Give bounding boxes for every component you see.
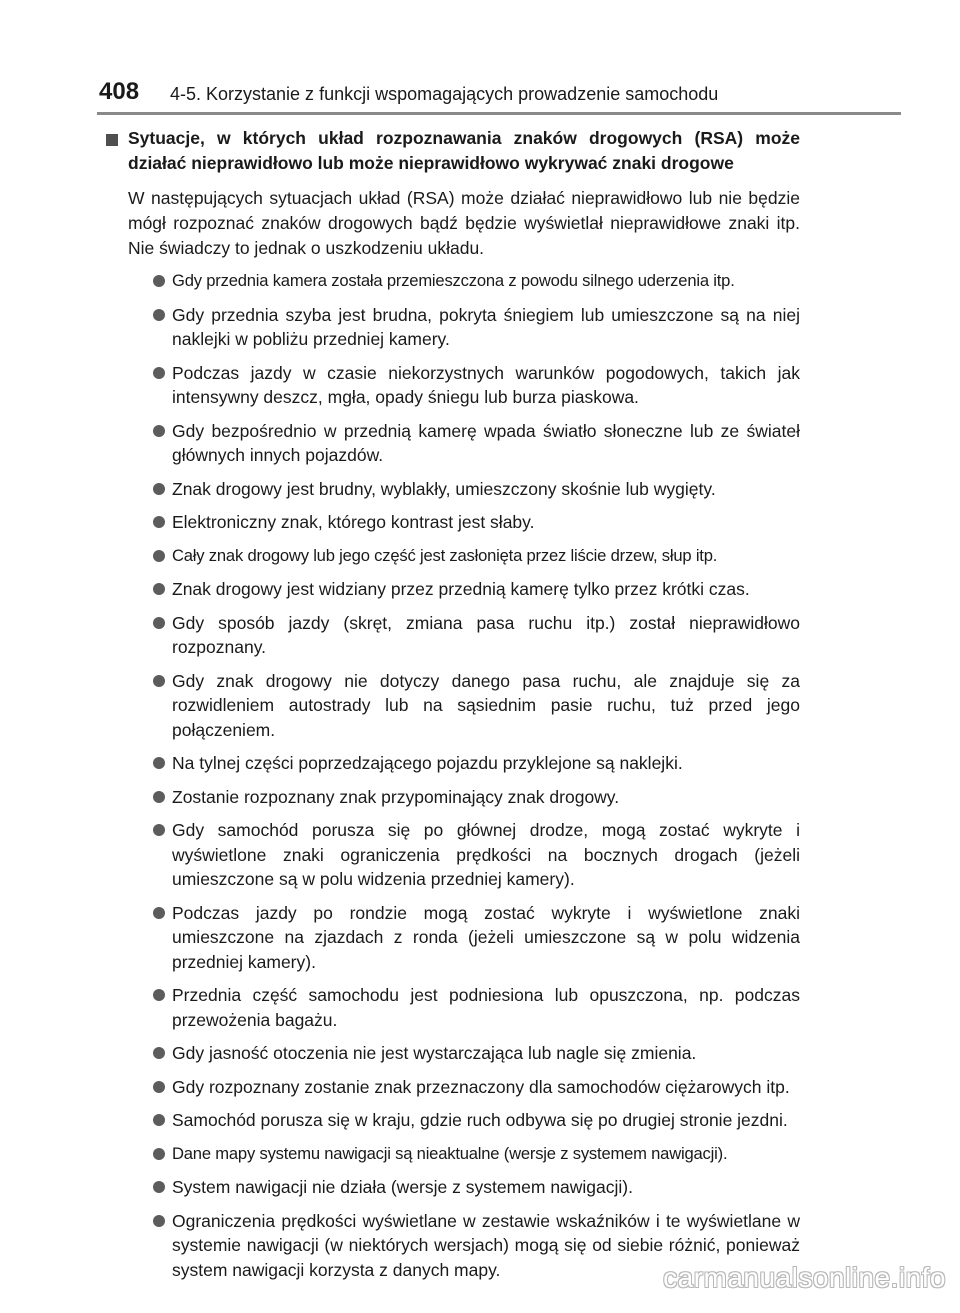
section-heading-text: Sytuacje, w których układ rozpoznawania znaków drogowych (RSA) może działać nieprawidłowo lub może nieprawidłowo wykrywać znaki drogowe <box>128 128 800 173</box>
list-item-text: Gdy znak drogowy nie dotyczy danego pasa ruchu, ale znajduje się za rozwidleniem autostrady lub na sąsiednim pasie ruchu, tuż przed jego połączeniem. <box>172 670 800 740</box>
list-item <box>128 1041 800 1066</box>
section-heading <box>128 126 800 176</box>
square-bullet-icon <box>106 134 118 146</box>
bullet-dot-icon <box>153 824 165 836</box>
list-item <box>128 669 800 743</box>
list-item <box>128 901 800 975</box>
list-item <box>128 303 800 352</box>
bullet-dot-icon <box>153 907 165 919</box>
list-item <box>128 419 800 468</box>
section-intro: W następujących sytuacjach układ (RSA) może działać nieprawidłowo lub nie będzie mógł rozpoznać znaków drogowych bądź będzie wyświetlał nieprawidłowe znaki itp. Nie świadczy to jednak o uszkodzeniu układu. <box>128 188 800 258</box>
bullet-dot-icon <box>153 675 165 687</box>
list-item <box>128 544 800 569</box>
bullet-dot-icon <box>153 617 165 629</box>
list-item-text: Gdy przednia kamera została przemieszczona z powodu silnego uderzenia itp. <box>172 271 735 290</box>
list-item <box>128 751 800 776</box>
list-item <box>128 785 800 810</box>
list-item <box>128 477 800 502</box>
list-item <box>128 577 800 602</box>
page-content <box>128 126 800 1291</box>
list-item <box>128 983 800 1032</box>
bullet-dot-icon <box>153 516 165 528</box>
list-item-text: Podczas jazdy w czasie niekorzystnych warunków pogodowych, takich jak intensywny deszcz, mgła, opady śniegu lub burza piaskowa. <box>172 362 800 407</box>
list-item-text: Dane mapy systemu nawigacji są nieaktualne (wersje z systemem nawigacji). <box>172 1143 728 1163</box>
list-item-text: Gdy sposób jazdy (skręt, zmiana pasa ruchu itp.) został nieprawidłowo rozpoznany. <box>172 612 800 657</box>
list-item-text: Zostanie rozpoznany znak przypominający znak drogowy. <box>172 786 620 807</box>
bullet-dot-icon <box>153 1181 165 1193</box>
bullet-dot-icon <box>153 309 165 321</box>
list-item-text: Ograniczenia prędkości wyświetlane w zestawie wskaźników i te wyświetlane w systemie nawigacji (w niektórych wersjach) mogą się od siebie różnić, ponieważ system nawigacji korzysta z danych mapy. <box>172 1210 800 1280</box>
list-item-text: Gdy samochód porusza się po głównej drodze, mogą zostać wykryte i wyświetlone znaki ograniczenia prędkości na bocznych drogach (jeżeli umieszczone są w polu widzenia przedniej kamery). <box>172 820 800 889</box>
bullet-dot-icon <box>153 1047 165 1059</box>
list-item-text: Samochód porusza się w kraju, gdzie ruch odbywa się po drugiej stronie jezdni. <box>172 1110 788 1130</box>
bullet-dot-icon <box>153 367 165 379</box>
bullet-dot-icon <box>153 1114 165 1126</box>
condition-list <box>128 269 800 1282</box>
list-item-text: Znak drogowy jest widziany przez przednią kamerę tylko przez krótki czas. <box>172 579 750 599</box>
list-item <box>128 361 800 410</box>
bullet-dot-icon <box>153 425 165 437</box>
list-item-text: Gdy bezpośrednio w przednią kamerę wpada światło słoneczne lub ze świateł głównych innych pojazdów. <box>172 420 800 465</box>
list-item-text: Na tylnej części poprzedzającego pojazdu przyklejone są naklejki. <box>172 753 683 773</box>
list-item <box>128 818 800 892</box>
list-item <box>128 1175 800 1200</box>
page-header <box>0 0 960 114</box>
list-item-text: Gdy rozpoznany zostanie znak przeznaczony dla samochodów ciężarowych itp. <box>172 1076 790 1097</box>
chapter-title: 4-5. Korzystanie z funkcji wspomagających prowadzenie samochodu <box>170 84 719 104</box>
site-watermark: carmanualsonline.info <box>663 1262 946 1293</box>
list-item <box>128 1075 800 1100</box>
bullet-dot-icon <box>153 275 165 287</box>
bullet-dot-icon <box>153 483 165 495</box>
bullet-dot-icon <box>153 1215 165 1227</box>
bullet-dot-icon <box>153 550 165 562</box>
bullet-dot-icon <box>153 1081 165 1093</box>
list-item <box>128 269 800 294</box>
bullet-dot-icon <box>153 989 165 1001</box>
bullet-dot-icon <box>153 1148 165 1160</box>
list-item <box>128 611 800 660</box>
bullet-dot-icon <box>153 583 165 595</box>
list-item <box>128 1108 800 1133</box>
list-item-text: Elektroniczny znak, którego kontrast jest słaby. <box>172 512 535 532</box>
bullet-dot-icon <box>153 757 165 769</box>
list-item <box>128 1142 800 1167</box>
page-number: 408 <box>99 78 140 105</box>
list-item-text: Gdy jasność otoczenia nie jest wystarczająca lub nagle się zmienia. <box>172 1043 697 1063</box>
list-item-text: System nawigacji nie działa (wersje z systemem nawigacji). <box>172 1177 633 1197</box>
list-item-text: Gdy przednia szyba jest brudna, pokryta śniegiem lub umieszczone są na niej naklejki w pobliżu przedniej kamery. <box>172 304 800 349</box>
header-rule <box>97 112 901 115</box>
list-item <box>128 510 800 535</box>
list-item-text: Cały znak drogowy lub jego część jest zasłonięta przez liście drzew, słup itp. <box>172 545 718 565</box>
list-item-text: Przednia część samochodu jest podniesiona lub opuszczona, np. podczas przewożenia bagażu. <box>172 985 800 1030</box>
bullet-dot-icon <box>153 791 165 803</box>
list-item-text: Znak drogowy jest brudny, wyblakły, umieszczony skośnie lub wygięty. <box>172 478 716 499</box>
list-item-text: Podczas jazdy po rondzie mogą zostać wykryte i wyświetlone znaki umieszczone na zjazdach z ronda (jeżeli umieszczone są w polu widzenia przedniej kamery). <box>172 902 800 972</box>
